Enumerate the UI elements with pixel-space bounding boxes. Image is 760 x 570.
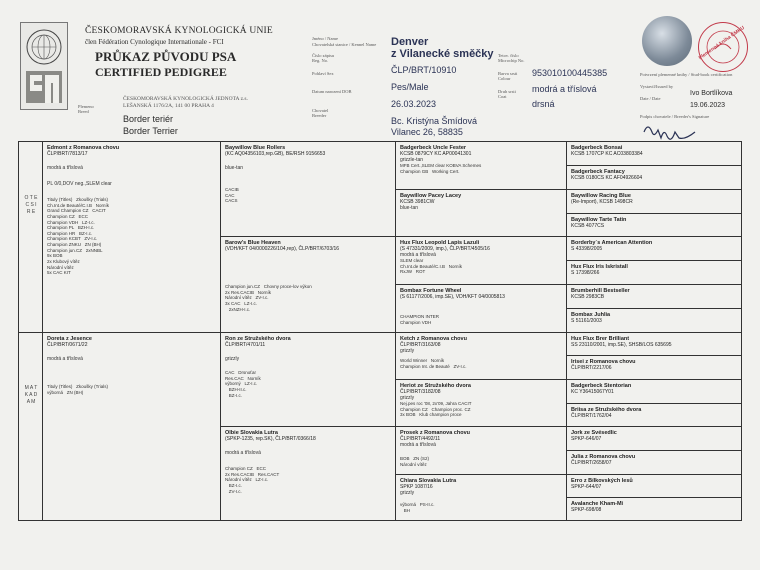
gen3-6-reg: ČLP/BRT/3182/08 [400, 389, 441, 395]
gen3-1-colour: grizzle-tan [400, 157, 424, 163]
gen2-2-name: Barow's Blue Heaven [225, 240, 281, 246]
gen3-1-extra: MFB Cert.,SLEM clear KOBVA Schemes Champion GB Working Cert. [400, 163, 482, 174]
gen3-7-reg: ČLP/BRT/4492/11 [400, 436, 441, 442]
gen3-1-reg: KCSB 0879CY KC AP00041301 [400, 151, 472, 157]
gen3-5-colour: grizzly [400, 348, 415, 354]
gen3-split-2 [395, 236, 567, 237]
gen4-9-reg: SS 23110/2001, imp.SE), SHSB/LOS 635695 [571, 342, 672, 348]
gen4-cell-4 [568, 215, 740, 236]
gen4-5-name: Borderby´s American Attention [571, 240, 653, 246]
gen3-3-extra: SLEM clear Ch.Int.de Beauté/C.I.B Norník RxJW ROT [400, 258, 463, 275]
gen3-cell-6 [397, 381, 565, 425]
gen4-cell-13 [568, 428, 740, 450]
org-name: ČESKOMORAVSKÁ KYNOLOGICKÁ UNIE [85, 26, 273, 36]
gen3-split-4 [395, 379, 567, 380]
gen4-6-name: Hux Flux Iris Iskristall [571, 264, 628, 270]
gen3-cell-1 [397, 143, 565, 188]
label-issued-by: Vystavil/Issued by [640, 84, 674, 89]
gen4-split-8 [566, 355, 742, 356]
gen4-1-name: Badgerbeck Bonsai [571, 145, 623, 151]
breed-cz: Border teriér [123, 114, 174, 124]
gen4-cell-14 [568, 452, 740, 474]
gen4-cell-3 [568, 191, 740, 213]
grid-col1-line [42, 141, 43, 521]
gen3-8-colour: grizzly [400, 490, 415, 496]
gen3-cell-5 [397, 334, 565, 378]
org-fci-member: člen Fédération Cynologique Internationale - FCI [85, 38, 224, 46]
grid-mid-line [18, 332, 742, 333]
gen4-5-reg: S 43398/2005 [571, 246, 603, 252]
gen2-cell-1 [222, 143, 394, 235]
gen2-2-titles: Champion jun.CZ Chovny proce-lov výkon 2x Res.CACIB Norník Národní vítěz ZV-I.c. 3x CAC LZ-I.c. 2xNZH-I.c. [225, 284, 312, 312]
gen3-split-1 [395, 189, 567, 190]
title-en: CERTIFIED PEDIGREE [95, 65, 227, 79]
sire-name: Edmont z Romanova chovu [47, 145, 120, 151]
label-colour: Barva srsti Colour [498, 71, 518, 82]
gen4-cell-9 [568, 334, 740, 355]
gen2-split-2 [220, 426, 396, 427]
gen4-cell-2 [568, 167, 740, 189]
gen3-4-extra: CHAMPION INTER Champion VDH [400, 314, 440, 325]
gen4-split-1 [566, 165, 742, 166]
gen4-12-name: Briisa ze Stružského dvora [571, 407, 642, 413]
publisher: ČESKOMORAVSKÁ KYNOLOGICKÁ JEDNOTA z.s. [123, 96, 248, 102]
gen4-split-14 [566, 497, 742, 498]
gen3-5-extra: World Winner Norník Champion Int. de Beauté ZV-I.c. [400, 358, 467, 369]
gen2-1-name: Baywillow Blue Rollers [225, 145, 286, 151]
gen4-8-reg: S 51161/2003 [571, 318, 602, 324]
label-reg: Číslo zápisu Reg. No. [312, 53, 335, 64]
label-name: Jméno / Name [312, 36, 338, 41]
dog-colour: modrá a tříslová [532, 84, 597, 94]
dam-titles: Tituly (Titles) Zkoušky (Trials) výborná ZN (BH) [47, 384, 109, 395]
dog-name: Denver [391, 36, 429, 48]
breed-label: Plemeno Breed [78, 104, 94, 115]
dam-reg: ČLP/BRT/0671/22 [47, 342, 88, 348]
sire-health: PL 0/0,DOV neg.,SLEM clear [47, 181, 112, 187]
fci-logo [20, 22, 68, 110]
gen2-3-colour: grizzly [225, 356, 240, 362]
gen3-cell-8 [397, 476, 565, 519]
side-label-dam: M A T K A D A M [24, 385, 38, 405]
gen4-cell-1 [568, 143, 740, 165]
grid-col2-line [220, 141, 221, 521]
gen4-cell-16 [568, 499, 740, 520]
gen3-4-reg: (S 61177/2006, imp.SE), VDH/KFT 04/0005813 [400, 294, 505, 300]
grid-right-line [741, 141, 742, 521]
gen4-split-9 [566, 379, 742, 380]
gen4-3-reg: (Re-Import), KCSB 1498CR [571, 199, 633, 205]
issuer-name: Ivo Bortlíkova [690, 90, 733, 97]
gen4-split-7 [566, 308, 742, 309]
gen4-7-name: Brumberhill Bestseller [571, 288, 630, 294]
gen4-10-reg: ČLP/BRT/2217/06 [571, 365, 612, 371]
gen2-3-reg: ČLP/BRT/4701/11 [225, 342, 266, 348]
sire-titles: Tituly (Titles) Zkoušky (Trials) Ch.Int.de Beauté/C.I.B Norník Grand Champion CZ CACIT Champion CZ ECC Champion VDH LZ-I.c. Champion PL BZH-I.c. Champion HR BZ-I.c. Champion KCBT ZV-I.c. Champion ZNKU ZN (BH) Champion jun.CZ 2xNNBL 9x BOB 2x Klubový vítěz Národní vítěz 5x CAC KIT [47, 197, 110, 276]
gen4-split-13 [566, 474, 742, 475]
gen4-15-reg: SPKP-644/07 [571, 484, 602, 490]
gen4-16-name: Avalanche Kham-Mi [571, 501, 624, 507]
gen4-split-10 [566, 403, 742, 404]
sire-cell [44, 143, 219, 331]
dog-dob: 26.03.2023 [391, 99, 437, 109]
gen4-4-name: Baywillow Tarte Tatin [571, 217, 627, 223]
gen4-14-name: Julia z Romanova chovu [571, 454, 636, 460]
gen4-cell-5 [568, 238, 740, 260]
gen3-cell-4 [397, 286, 565, 331]
gen4-cell-15 [568, 476, 740, 497]
gen2-4-titles: Champion CZ ECC 2x Res.CACIB Res.CACT Národní vítěz LZ-I.c. BZ-I.c. ZV-I.c. [225, 466, 280, 494]
issue-date: 19.06.2023 [690, 102, 726, 109]
gen4-2-name: Badgerbeck Fantacy [571, 169, 625, 175]
gen2-4-reg: (SPKP-1235, rep.SK), ČLP/BRT/0366/18 [225, 436, 316, 442]
gen4-cell-7 [568, 286, 740, 308]
gen3-cell-2 [397, 191, 565, 235]
gen4-14-reg: ČLP/BRT/2658/07 [571, 460, 612, 466]
dog-chip: 953010100445385 [532, 68, 608, 78]
gen3-split-3 [395, 284, 567, 285]
dog-breeder-address: Vilanec 26, 58835 [391, 127, 463, 137]
sire-reg: ČLP/BRT/7813/17 [47, 151, 88, 157]
gen3-split-6 [395, 474, 567, 475]
gen4-split-3 [566, 213, 742, 214]
label-signature: Podpis chovatele / Breeder's Signature [640, 114, 710, 119]
label-date: Date / Date [640, 96, 661, 101]
gen3-5-reg: ČLP/BRT/3163/08 [400, 342, 441, 348]
stamp-text: Plemenná kniha ČMKU [697, 25, 746, 62]
gen2-split-1 [220, 236, 396, 237]
gen4-split-11 [566, 426, 742, 427]
gen4-10-name: Irisei z Romanova chovu [571, 359, 636, 365]
gen2-cell-4 [222, 428, 394, 519]
publisher-address: LEŠANSKÁ 1176/2A, 141 00 PRAHA 4 [123, 103, 214, 109]
gen3-8-extra: výborná PS-II.c. BH [400, 502, 435, 513]
dog-breeder: Bc. Kristýna Šmídová [391, 116, 478, 126]
label-coat: Druh srsti Coat [498, 89, 516, 100]
label-breeder: Chovatel Breeder [312, 108, 329, 119]
gen2-1-titles: CACIB CAC CACS [225, 187, 239, 204]
gen4-split-12 [566, 450, 742, 451]
label-stud-book: Potvrzení plemenné knihy / Stud-book certification [640, 72, 733, 77]
fci-emblem-icon [21, 23, 67, 109]
grid-col3-line [395, 141, 396, 521]
dog-sex: Pes/Male [391, 82, 429, 92]
label-chip: Tetov. číslo Microchip No. [498, 53, 525, 64]
dam-name: Doreta z Jesence [47, 336, 92, 342]
grid-left-line [18, 141, 19, 521]
gen4-13-name: Jork ze Svésedlic [571, 430, 617, 436]
dog-kennel: z Vilanecké směčky [391, 48, 494, 60]
gen2-3-titles: CAC Drsnoťar Res.CAC Norník výborný LZ-I.c. BZH-II.c. BZ-I.c. [225, 370, 261, 398]
gen4-16-reg: SPKP-698/08 [571, 507, 602, 513]
gen3-7-extra: BOB ZN (S2) Národní vítěz [400, 456, 430, 467]
gen4-3-name: Baywillow Racing Blue [571, 193, 631, 199]
gen4-split-6 [566, 284, 742, 285]
gen2-1-colour: blue-tan [225, 165, 244, 171]
gen4-split-2 [566, 189, 742, 190]
grid-col4-line [566, 141, 567, 521]
gen3-cell-3 [397, 238, 565, 283]
gen3-3-name: Hux Flux Leopold Lapis Lazuli [400, 240, 480, 246]
dog-coat: drsná [532, 99, 555, 109]
gen2-4-name: Olbie Slovakia Lutra [225, 430, 278, 436]
gen2-1-reg: (KC AQ04356103,rep.GB), BE/RSH 9156653 [225, 151, 326, 157]
gen3-8-reg: SPKP 1087/16 [400, 484, 433, 490]
dam-cell [44, 334, 219, 519]
gen4-2-reg: KCSB 0180CS KC AF04926604 [571, 175, 643, 181]
hologram-seal [642, 16, 692, 66]
gen4-split-5 [566, 260, 742, 261]
gen4-cell-10 [568, 357, 740, 379]
gen4-4-reg: KCSB 4077CS [571, 223, 605, 229]
gen3-3-reg: (S 47331/2009, imp.), ČLP/BRT/4505/16 [400, 246, 490, 252]
gen3-5-name: Ketch z Romanova chovu [400, 336, 467, 342]
gen2-cell-3 [222, 334, 394, 425]
gen2-cell-2 [222, 238, 394, 330]
grid-top-line [18, 141, 742, 142]
gen2-2-reg: (VDH/KFT 04/0000226/104,rep), ČLP/BRT/6703/16 [225, 246, 340, 252]
sire-colour: modrá a tříslová [47, 165, 83, 171]
breeder-signature [640, 118, 700, 142]
gen4-7-reg: KCSB 2983CB [571, 294, 605, 300]
dog-reg: ČLP/BRT/10910 [391, 65, 457, 75]
gen3-4-name: Bombax Fortune Wheel [400, 288, 462, 294]
gen4-13-reg: SPKP-646/07 [571, 436, 602, 442]
gen4-cell-8 [568, 310, 740, 332]
stud-book-stamp [698, 22, 748, 72]
gen3-split-5 [395, 426, 567, 427]
title-cz: PRŮKAZ PŮVODU PSA [95, 49, 237, 64]
gen4-11-reg: KC Y36415067Y01 [571, 389, 614, 395]
gen3-2-reg: KCSB 3981CW [400, 199, 435, 205]
grid-bottom-line [18, 520, 742, 521]
gen3-3-colour: modrá a tříslová [400, 252, 436, 258]
label-dob: Datum narození DOB [312, 89, 352, 94]
label-kennel: Chovatelská stanice / Kennel Name [312, 42, 377, 47]
gen4-15-name: Erro z Bílkovských lesů [571, 478, 633, 484]
dam-colour: modrá a tříslová [47, 356, 83, 362]
side-label-sire: O T E C S I R E [24, 195, 38, 215]
gen3-8-name: Chiara Slovakia Lutra [400, 478, 457, 484]
gen3-6-extra: Nej.pes roc '08, 2x'09, Jahra CACIT Champion CZ Champion proc. CZ 3x BOB Klub champion proce [400, 401, 472, 418]
gen3-6-name: Heriot ze Stružského dvora [400, 383, 471, 389]
gen3-1-name: Badgerbeck Uncle Fester [400, 145, 467, 151]
gen4-split-4 [566, 236, 742, 237]
gen3-2-colour: blue-tan [400, 205, 419, 211]
breed-en: Border Terrier [123, 126, 178, 136]
gen4-12-reg: ČLP/BRT/1762/04 [571, 413, 612, 419]
gen3-6-colour: grizzly [400, 395, 415, 401]
label-sex: Pohlaví Sex [312, 71, 334, 76]
gen4-8-name: Bombax Juhlia [571, 312, 611, 318]
gen2-4-colour: modrá a tříslová [225, 450, 261, 456]
gen3-7-colour: modrá a tříslová [400, 442, 436, 448]
gen3-cell-7 [397, 428, 565, 473]
gen4-6-reg: S 17398/266 [571, 270, 600, 276]
gen4-cell-6 [568, 262, 740, 284]
gen3-2-name: Baywillow Pacey Lacey [400, 193, 462, 199]
gen4-cell-11 [568, 381, 740, 403]
gen4-9-name: Hux Flux Brer Brilliant [571, 336, 630, 342]
gen3-7-name: Prosek z Romanova chovu [400, 430, 470, 436]
gen4-cell-12 [568, 405, 740, 426]
gen2-3-name: Ron ze Stružského dvora [225, 336, 291, 342]
gen4-11-name: Badgerbeck Stentorian [571, 383, 632, 389]
gen4-1-reg: KCSB 1707CP KC AC03803384 [571, 151, 643, 157]
